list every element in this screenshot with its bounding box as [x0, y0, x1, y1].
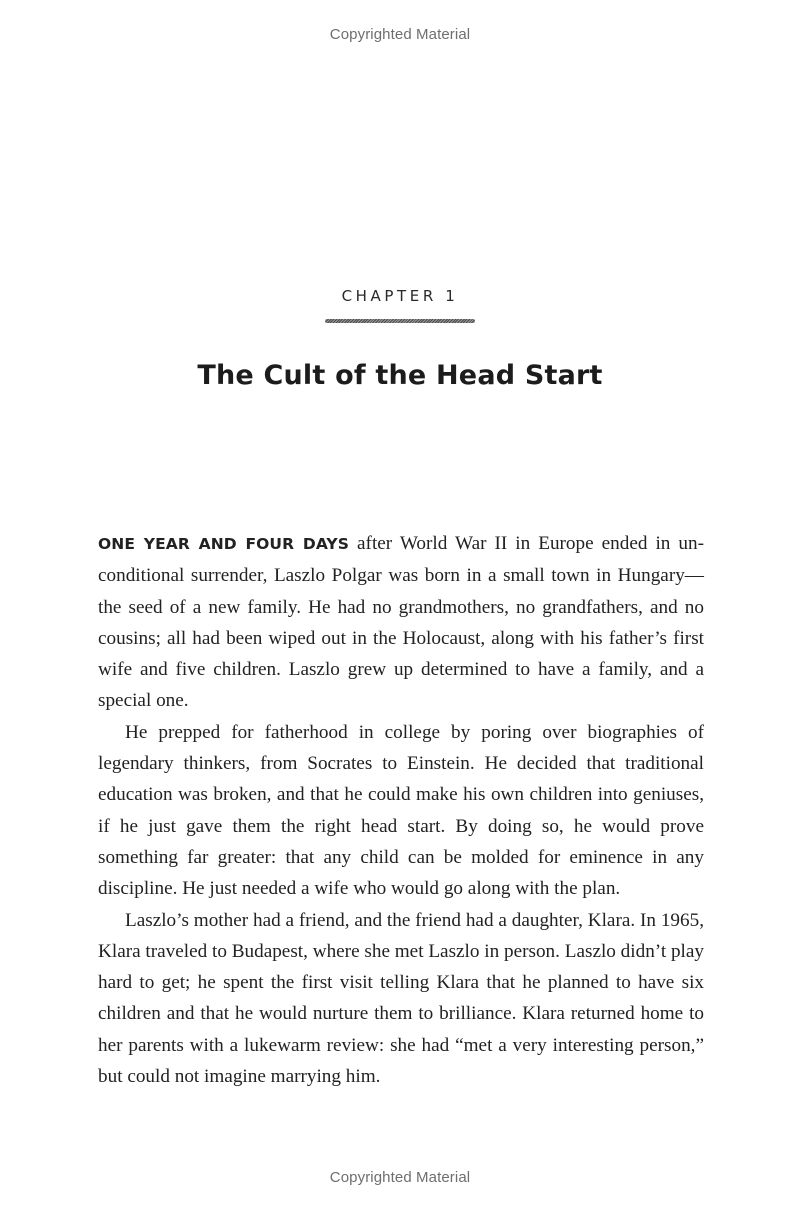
body-paragraph: Laszlo’s mother had a friend, and the friend had a daughter, Klara. In 1965, Klara traveled to Budapest, where she met Laszlo in person. Laszlo didn’t play hard to get; he spent the first visit telling Klara that he planned to have six children and that he would nurture them to brilliance. Klara returned home to her parents with a lukewarm review: she had “met a very interesting person,” but could not imagine marrying him. — [98, 909, 704, 1088]
copyright-watermark-top: Copyrighted Material — [329, 26, 471, 43]
copyright-watermark-bottom: Copyrighted Material — [329, 1169, 471, 1186]
chapter-title: The Cult of the Head Start — [197, 360, 603, 391]
lead-in-small-caps: ONE YEAR AND FOUR DAYS — [98, 535, 350, 553]
chapter-label: CHAPTER 1 — [341, 287, 459, 305]
chapter-body — [98, 528, 704, 1092]
chapter-divider — [325, 319, 475, 323]
paragraph-text: after World War II in Europe ended in unconditional surrender, Laszlo Polgar was born in a small town in Hungary—the seed of a new family. He had no grandmothers, no grandfathers, and no cousins; all had been wiped out in the Holocaust, along with his father’s first wife and five children. Laszlo grew up determined to have a family, and a special one. — [98, 533, 704, 712]
body-paragraph — [98, 528, 704, 717]
body-paragraph: He prepped for fatherhood in college by poring over biographies of legendary thinkers, from Socrates to Einstein. He decided that traditional education was broken, and that he could make his own children into geniuses, if he just gave them the right head start. By doing so, he would prove something far greater: that any child can be molded for eminence in any discipline. He just needed a wife who would go along with the plan. — [98, 721, 704, 900]
